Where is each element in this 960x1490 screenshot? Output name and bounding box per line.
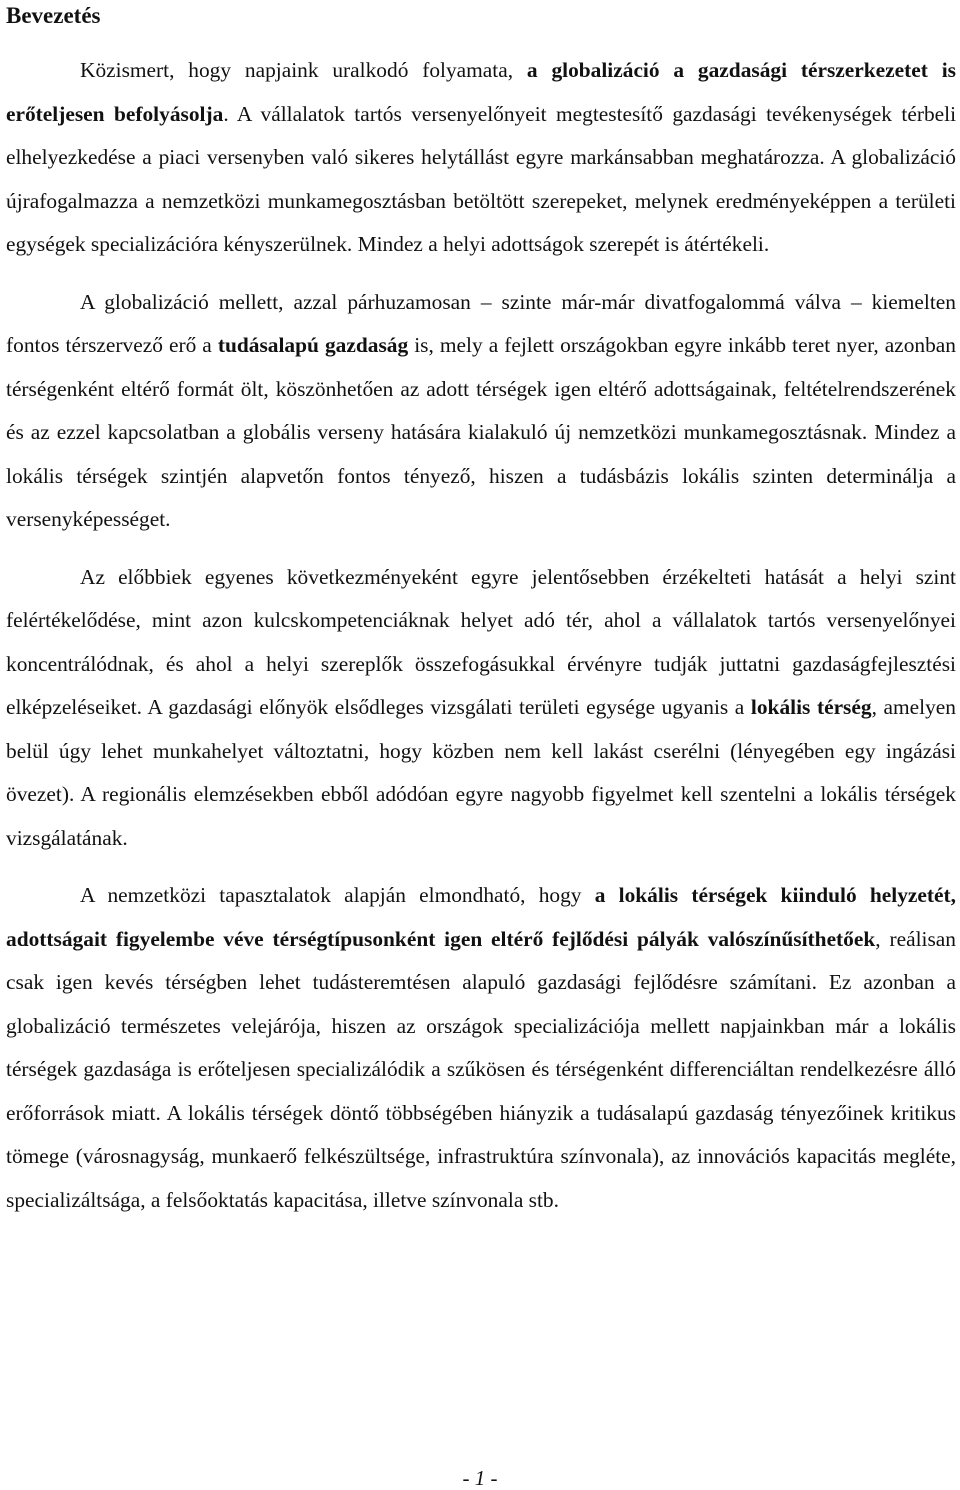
paragraph-3 — [6, 556, 956, 861]
text-segment: Közismert, hogy napjaink uralkodó folyamata, — [80, 58, 527, 82]
paragraph-1 — [6, 49, 956, 267]
paragraph-2 — [6, 281, 956, 542]
text-segment: , amelyen belül úgy lehet munkahelyet változtatni, hogy közben nem kell lakást cserélni (lényegében egy ingázási övezet). A regionális elemzésekben ebből adódóan egyre nagyobb figyelmet kell szentelni a lokális térségek vizsgálatának. — [6, 695, 956, 850]
text-segment: is, mely a fejlett országokban egyre inkább teret nyer, azonban térségenként eltérő formát ölt, köszönhetően az adott térségek igen eltérő adottságainak, feltételrendszerének és az ezzel kapcsolatban a globális verseny hatására kialakuló új nemzetközi munkamegosztásnak. Mindez a lokális térségek szintjén alapvetőn fontos tényező, hiszen a tudásbázis lokális szinten determinálja a versenyképességet. — [6, 333, 956, 531]
text-segment: A nemzetközi tapasztalatok alapján elmondható, hogy — [80, 883, 595, 907]
paragraph-4 — [6, 874, 956, 1222]
bold-text-segment: a globalizáció a gazdasági térszerkezetet is erőteljesen befolyásolja — [6, 58, 956, 126]
text-segment: , reálisan csak igen kevés térségben lehet tudásteremtésen alapuló gazdasági fejlődésre számítani. Ez azonban a globalizáció természetes velejárója, hiszen az országok specializációja mellett napjainkban már a lokális térségek gazdasága is erőteljesen specializálódik a szűkösen és térségenként differenciáltan rendelkezésre álló erőforrások miatt. A lokális térségek döntő többségében hiányzik a tudásalapú gazdaság tényezőinek kritikus tömege (városnagyság, munkaerő felkészültsége, infrastruktúra színvonala), az innovációs kapacitás megléte, specializáltsága, a felsőoktatás kapacitása, illetve színvonala stb. — [6, 926, 956, 1212]
bold-text-segment: lokális térség — [750, 695, 872, 719]
section-heading: Bevezetés — [6, 3, 101, 28]
text-segment: A globalizáció mellett, azzal párhuzamosan ‒ szinte már-már divatfogalommá válva ‒ kiemelten fontos térszervező erő a — [6, 289, 956, 357]
document-page — [6, 0, 956, 1222]
page-number: - 1 - — [462, 1466, 498, 1490]
bold-text-segment: a lokális térségek kiinduló helyzetét, adottságait figyelembe véve térségtípusonként igen eltérő fejlődési pályák valószínűsíthetőek — [6, 883, 956, 951]
text-segment: . A vállalatok tartós versenyelőnyeit megtestesítő gazdasági tevékenységek térbeli elhelyezkedése a piaci versenyben való sikeres helytállást egyre markánsabban meghatározza. A globalizáció újrafogalmazza a nemzetközi munkamegosztásban betöltött szerepeket, melynek eredményeképpen a területi egységek specializációra kényszerülnek. Mindez a helyi adottságok szerepét is átértékeli. — [6, 101, 957, 256]
bold-text-segment: tudásalapú gazdaság — [217, 333, 409, 357]
text-segment: Az előbbiek egyenes következményeként egyre jelentősebben érzékelteti hatását a helyi szint felértékelődése, mint azon kulcskompetenciáknak helyet adó tér, ahol a vállalatok tartós versenyelőnyei koncentrálódnak, és ahol a helyi szereplők összefogásukkal érvényre tudják juttatni gazdaságfejlesztési elképzeléseiket. A gazdasági előnyök elsődleges vizsgálati területi egysége ugyanis a — [6, 564, 956, 719]
